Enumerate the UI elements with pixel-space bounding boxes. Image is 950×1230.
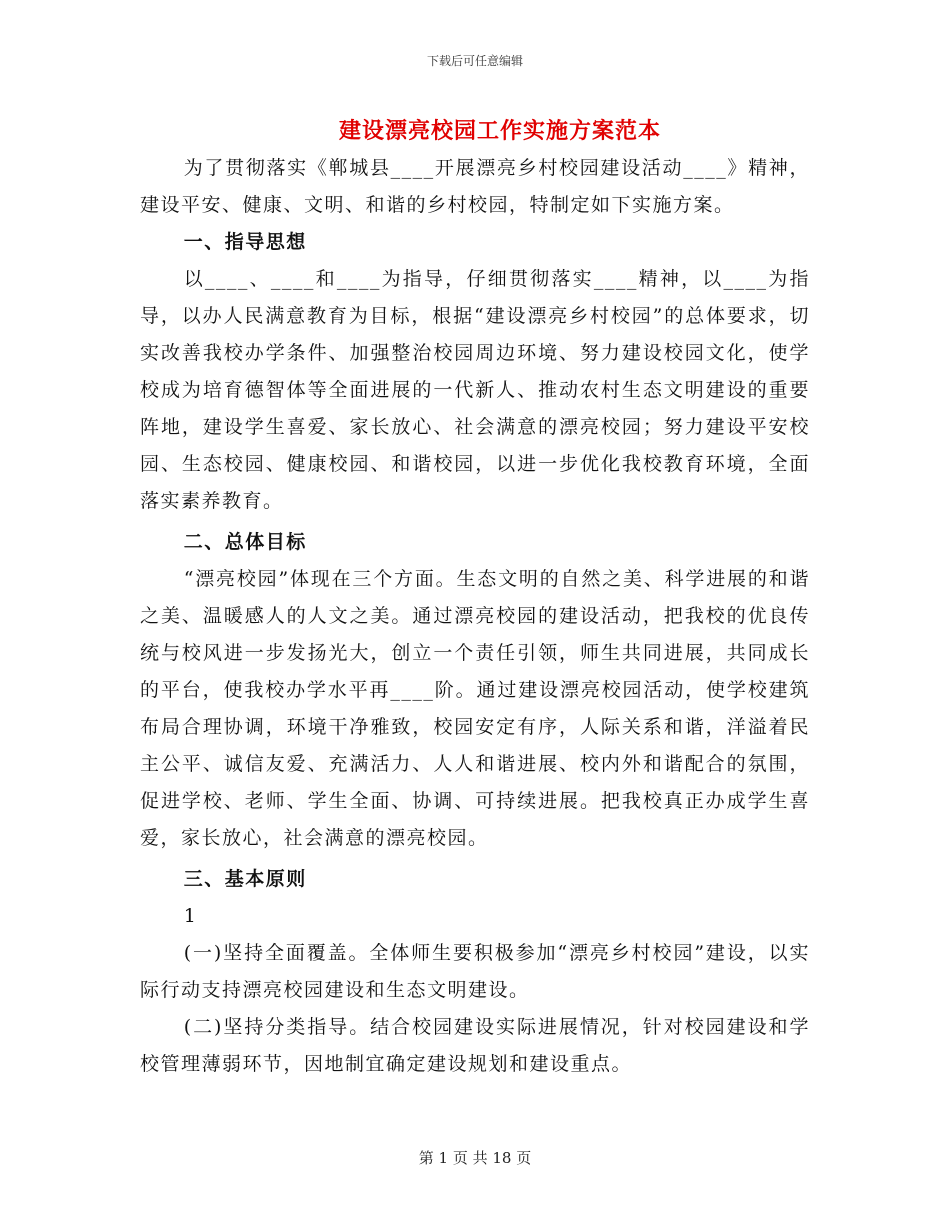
document-body <box>140 150 810 1083</box>
section3-item1: (一)坚持全面覆盖。全体师生要积极参加“漂亮乡村校园”建设，以实际行动支持漂亮校园建设和生态文明建设。 <box>140 942 810 1001</box>
section2-heading: 二、总体目标 <box>183 531 307 553</box>
section3-heading: 三、基本原则 <box>183 868 307 890</box>
section3-number: 1 <box>183 905 198 927</box>
page-number-footer: 第 1 页 共 18 页 <box>418 1149 532 1167</box>
header-note: 下载后可任意编辑 <box>426 54 523 68</box>
section2-paragraph: “漂亮校园”体现在三个方面。生态文明的自然之美、科学进展的和谐之美、温暖感人的人文之美。通过漂亮校园的建设活动，把我校的优良传统与校风进一步发扬光大，创立一个责任引领，师生共同进展，共同成长的平台，使我校办学水平再____阶。通过建设漂亮校园活动，使学校建筑布局合理协调，环境干净雅致，校园安定有序，人际关系和谐，洋溢着民主公平、诚信友爱、充满活力、人人和谐进展、校内外和谐配合的氛围，促进学校、老师、学生全面、协调、可持续进展。把我校真正办成学生喜爱，家长放心，社会满意的漂亮校园。 <box>140 568 810 849</box>
section3-item2: (二)坚持分类指导。结合校园建设实际进展情况，针对校园建设和学校管理薄弱环节，因地制宜确定建设规划和建设重点。 <box>140 1016 810 1075</box>
section1-heading: 一、指导思想 <box>183 231 307 253</box>
section1-paragraph: 以____、____和____为指导，仔细贯彻落实____精神，以____为指导，以办人民满意教育为目标，根据“建设漂亮乡村校园”的总体要求，切实改善我校办学条件、加强整治校园周边环境、努力建设校园文化，使学校成为培育德智体等全面进展的一代新人、推动农村生态文明建设的重要阵地，建设学生喜爱、家长放心、社会满意的漂亮校园；努力建设平安校园、生态校园、健康校园、和谐校园，以进一步优化我校教育环境，全面落实素养教育。 <box>140 268 810 512</box>
document-title: 建设漂亮校园工作实施方案范本 <box>338 118 661 144</box>
intro-paragraph: 为了贯彻落实《郸城县____开展漂亮乡村校园建设活动____》精神，建设平安、健康、文明、和谐的乡村校园，特制定如下实施方案。 <box>140 157 810 216</box>
